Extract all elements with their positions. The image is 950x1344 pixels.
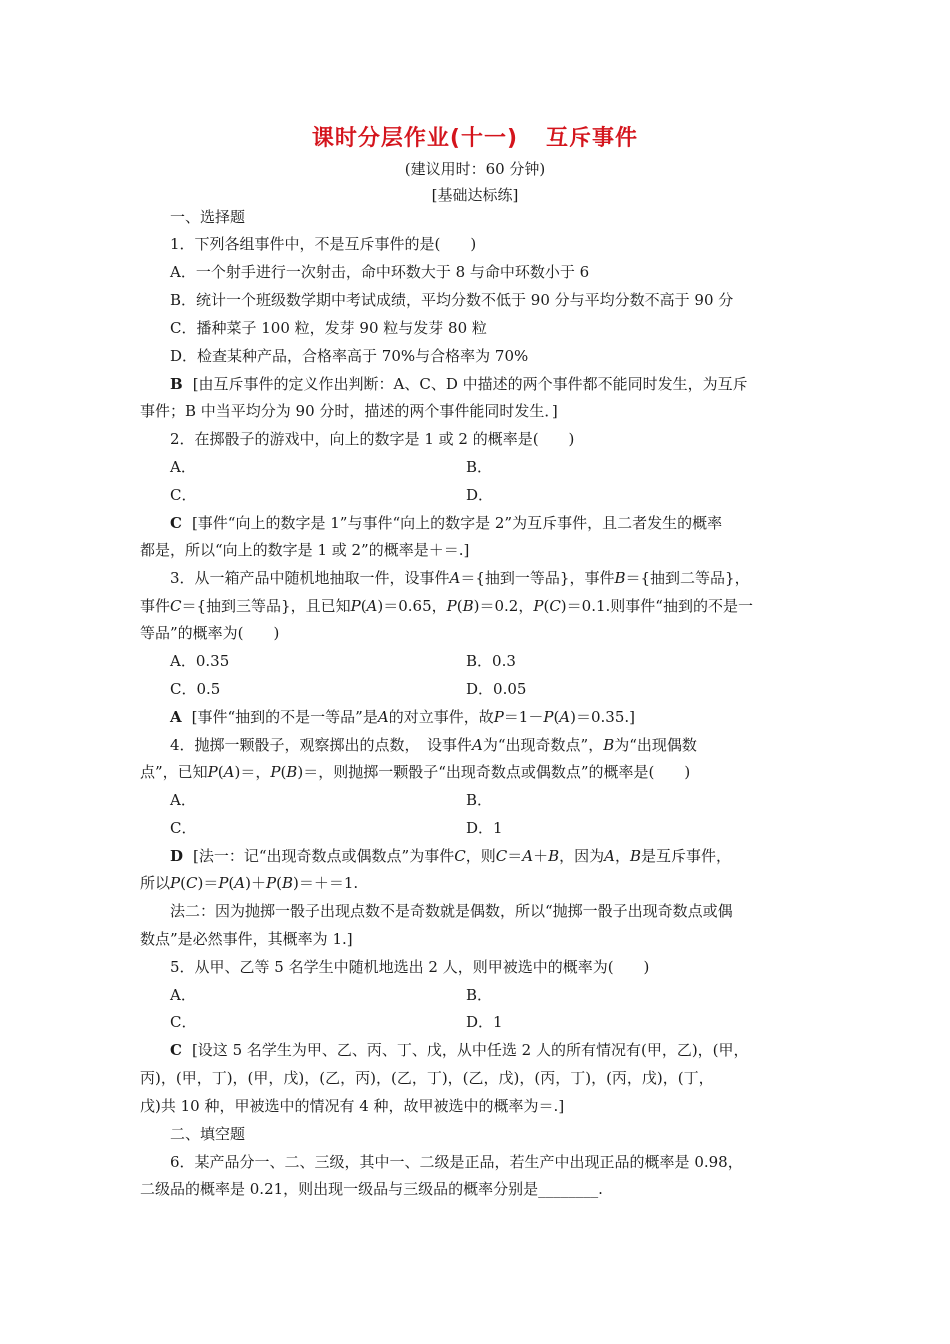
inline-text: A (604, 847, 615, 865)
inline-text: P (533, 597, 544, 615)
q5-explanation-line2: 丙)，(甲，丁)，(甲，戊)，(乙，丙)，(乙，丁)，(乙，戊)，(丙，丁)，(丙，戊)，(丁， (140, 1069, 714, 1087)
q3-option-a: A．0.35 (170, 652, 230, 670)
inline-text: B (286, 763, 298, 781)
inline-text: A (377, 708, 389, 726)
inline-text: P (266, 874, 277, 892)
q1-answer: B (170, 375, 183, 393)
q3-stem-line3: 等品”的概率为( ) (140, 624, 280, 642)
q1-option-a: A．一个射手进行一次射击，命中环数大于 8 与命中环数小于 6 (170, 263, 590, 281)
inline-text: P (543, 708, 554, 726)
inline-text: 3．从一箱产品中随机地抽取一件，设事件 (170, 569, 450, 587)
inline-text: [设这 5 名学生为甲、乙、丙、丁、戊，从中任选 2 人的所有情况有(甲，乙)，(甲， (191, 1041, 749, 1059)
q5-option-a: A． (170, 986, 196, 1004)
inline-text: 是互斥事件， (641, 847, 732, 865)
q2-answer: C (170, 514, 182, 532)
inline-text: 所以 (140, 874, 171, 892)
inline-text: A (472, 736, 483, 754)
inline-text: P (170, 874, 181, 892)
inline-text: ＝0.35.] (576, 708, 636, 726)
q5-explanation-line1 (170, 1040, 816, 1060)
inline-text: ＝＋＝1. (298, 874, 359, 892)
inline-text: P (218, 874, 229, 892)
time-note: (建议用时：60 分钟) (404, 160, 546, 178)
inline-text: ＝ (507, 847, 523, 865)
q4-answer: D (170, 847, 184, 865)
inline-text: B (281, 874, 293, 892)
inline-text: ＝0.2， (479, 597, 534, 615)
q3-explanation: A [事件“抽到的不是一等品”是A的对立事件，故P＝1－P(A)＝0.35.] (170, 708, 636, 726)
q2-option-c: C． (170, 486, 197, 504)
inline-text: B (614, 569, 626, 587)
inline-text: ＝ (203, 874, 219, 892)
inline-text: ＝1－ (503, 708, 544, 726)
q5-option-c: C． (170, 1013, 197, 1031)
q3-stem-line2: 事件C＝{抽到三等品}，且已知P(A)＝0.65，P(B)＝0.2，P(C)＝0.1.则事件“抽到的不是一 (140, 597, 753, 615)
inline-text: P (446, 597, 457, 615)
inline-text: ， (614, 847, 630, 865)
inline-text: C (495, 847, 508, 865)
q3-option-d: D．0.05 (466, 680, 527, 698)
inline-text: A (522, 847, 534, 865)
inline-text: ，则 (465, 847, 496, 865)
inline-text: 为“出现奇数点”， (482, 736, 604, 754)
q2-option-d: D． (466, 486, 494, 504)
section-heading-choice: 一、选择题 (170, 208, 246, 226)
q5-option-b: B． (466, 986, 493, 1004)
q4-stem-line1 (170, 735, 816, 755)
inline-text: ＝{抽到三等品}，且已知 (181, 597, 351, 615)
q1-stem: 1．下列各组事件中，不是互斥事件的是( ) (170, 235, 477, 253)
q3-option-c: C．0.5 (170, 680, 221, 698)
q3-answer: A (170, 708, 182, 726)
q4-explanation-line1 (170, 846, 816, 866)
q1-explanation-line2: 事件；B 中当平均分为 90 分时，描述的两个事件能同时发生．] (140, 402, 558, 420)
inline-text: P (493, 708, 504, 726)
inline-text: 事件 (140, 597, 171, 615)
q1-option-d: D．检查某种产品，合格率高于 70%与合格率为 70% (170, 347, 529, 365)
inline-text: C (185, 874, 198, 892)
section-heading-fill: 二、填空题 (170, 1125, 246, 1143)
inline-text: A (234, 874, 246, 892)
q4-option-c: C． (170, 819, 197, 837)
inline-text: C (454, 847, 466, 865)
q4-option-a: A． (170, 791, 196, 809)
inline-text: ＝0.1.则事件“抽到的不是一 (566, 597, 753, 615)
q2-option-b: B． (466, 458, 493, 476)
inline-text: A (559, 708, 571, 726)
inline-text: 4．抛掷一颗骰子，观察掷出的点数， 设事件 (170, 736, 473, 754)
q3-option-b: B．0.3 (466, 652, 516, 670)
inline-text: B (629, 847, 642, 865)
inline-text: ＋ (533, 847, 549, 865)
title-topic: 互斥事件 (546, 126, 639, 151)
inline-text: ＝，则抛掷一颗骰子“出现奇数点或偶数点”的概率是( ) (303, 763, 691, 781)
q5-explanation-line3: 戊)共 10 种，甲被选中的情况有 4 种，故甲被选中的概率为＝.] (140, 1097, 565, 1115)
title-main: 课时分层作业(十一) (311, 126, 519, 151)
inline-text: [事件“抽到的不是一等品”是 (191, 708, 378, 726)
q4-option-d: D．1 (466, 819, 503, 837)
q2-stem: 2．在掷骰子的游戏中，向上的数字是 1 或 2 的概率是( ) (170, 430, 575, 448)
q4-stem-line2: 点”，已知P(A)＝，P(B)＝，则抛掷一颗骰子“出现奇数点或偶数点”的概率是( ) (140, 763, 691, 781)
q4-option-b: B． (466, 791, 493, 809)
q2-explanation-line1 (170, 513, 816, 533)
page-title (0, 121, 950, 152)
q2-option-a: A． (170, 458, 196, 476)
q4-explanation-line3: 法二：因为抛掷一骰子出现点数不是奇数就是偶数，所以“抛掷一骰子出现奇数点或偶 (170, 902, 733, 920)
inline-text: 的对立事件，故 (388, 708, 494, 726)
inline-text: ＝{抽到二等品}， (625, 569, 750, 587)
q1-explanation-line1 (170, 374, 816, 394)
q3-stem-line1 (170, 568, 816, 588)
q2-exp1-text: [事件“向上的数字是 1”与事件“向上的数字是 2”为互斥事件，且二者发生的概率 (191, 514, 723, 532)
q6-stem-line2: 二级品的概率是 0.21，则出现一级品与三级品的概率分别是________. (140, 1180, 603, 1198)
inline-text: 点”，已知 (140, 763, 208, 781)
q6-stem-line1: 6．某产品分一、二、三级，其中一、二级是正品，若生产中出现正品的概率是 0.98， (170, 1153, 743, 1171)
inline-text: B (548, 847, 560, 865)
inline-text: P (350, 597, 361, 615)
q5-stem: 5．从甲、乙等 5 名学生中随机地选出 2 人，则甲被选中的概率为( ) (170, 958, 650, 976)
inline-text: ＝0.65， (383, 597, 447, 615)
inline-text: ＋ (250, 874, 266, 892)
inline-text: B (603, 736, 615, 754)
inline-text: C (170, 597, 182, 615)
inline-text: A (366, 597, 378, 615)
q5-option-d: D．1 (466, 1013, 503, 1031)
section-tag: [基础达标练] (431, 186, 519, 204)
inline-text: ＝， (240, 763, 271, 781)
q4-explanation-line4: 数点”是必然事件，其概率为 1.] (140, 930, 353, 948)
inline-text: A (223, 763, 235, 781)
inline-text: C (549, 597, 561, 615)
inline-text: ＝{抽到一等品}，事件 (460, 569, 615, 587)
inline-text: P (207, 763, 218, 781)
inline-text: [法一：记“出现奇数点或偶数点”为事件 (193, 847, 455, 865)
q4-explanation-line2: 所以P(C)＝P(A)＋P(B)＝＋＝1. (140, 874, 359, 892)
inline-text: 为“出现偶数 (614, 736, 697, 754)
q1-option-c: C．播种菜子 100 粒，发芽 90 粒与发芽 80 粒 (170, 319, 487, 337)
inline-text: ，因为 (559, 847, 605, 865)
q2-explanation-line2: 都是，所以“向上的数字是 1 或 2”的概率是＋＝.] (140, 541, 470, 559)
q1-exp1-text: [由互斥事件的定义作出判断：A、C、D 中描述的两个事件都不能同时发生，为互斥 (192, 375, 748, 393)
inline-text: A (449, 569, 461, 587)
q5-answer: C (170, 1041, 182, 1059)
inline-text: B (462, 597, 474, 615)
q1-option-b: B．统计一个班级数学期中考试成绩，平均分数不低于 90 分与平均分数不高于 90 分 (170, 291, 734, 309)
inline-text: P (270, 763, 281, 781)
